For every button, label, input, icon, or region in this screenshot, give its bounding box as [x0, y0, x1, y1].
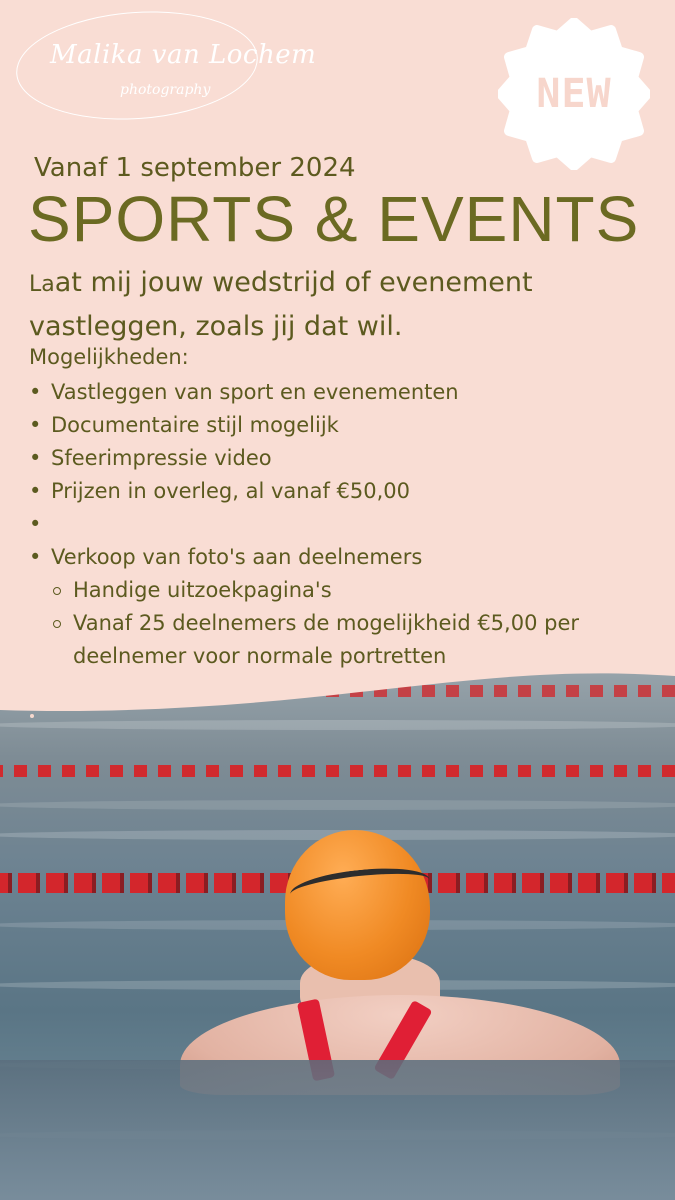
- options-list: [29, 376, 649, 574]
- list-item: • Verkoop van foto's aan deelnemers: [29, 541, 649, 574]
- swim-cap: [285, 830, 430, 980]
- list-item: • Documentaire stijl mogelijk: [29, 409, 649, 442]
- list-item: • Vastleggen van sport en evenementen: [29, 376, 649, 409]
- page-title: SPORTS & EVENTS: [28, 183, 640, 255]
- intro-line1: at mij jouw wedstrijd of evenement: [54, 267, 533, 298]
- water-foreground: [0, 1060, 675, 1200]
- badge-label: NEW: [536, 71, 612, 117]
- list-item-empty: [29, 508, 649, 541]
- logo-subtitle: photography: [120, 82, 211, 98]
- list-item: • Prijzen in overleg, al vanaf €50,00: [29, 475, 649, 508]
- sub-list-item: Handige uitzoekpagina's: [51, 574, 611, 607]
- sub-list-item: Vanaf 25 deelnemers de mogelijkheid €5,00 per deelnemer voor normale portretten: [51, 607, 611, 673]
- intro-prefix: La: [29, 272, 55, 297]
- intro-text: [29, 262, 639, 348]
- list-item: • Sfeerimpressie video: [29, 442, 649, 475]
- lane-rope-middle: [0, 765, 675, 777]
- sub-list: [51, 574, 611, 673]
- decorative-dot: [30, 714, 34, 718]
- date-line: Vanaf 1 september 2024: [34, 153, 356, 183]
- logo-name: Malika van Lochem: [50, 40, 317, 70]
- new-badge: [498, 18, 650, 170]
- intro-line2: vastleggen, zoals jij dat wil.: [29, 311, 403, 342]
- list-heading: Mogelijkheden:: [29, 345, 189, 369]
- brand-logo: [16, 12, 317, 122]
